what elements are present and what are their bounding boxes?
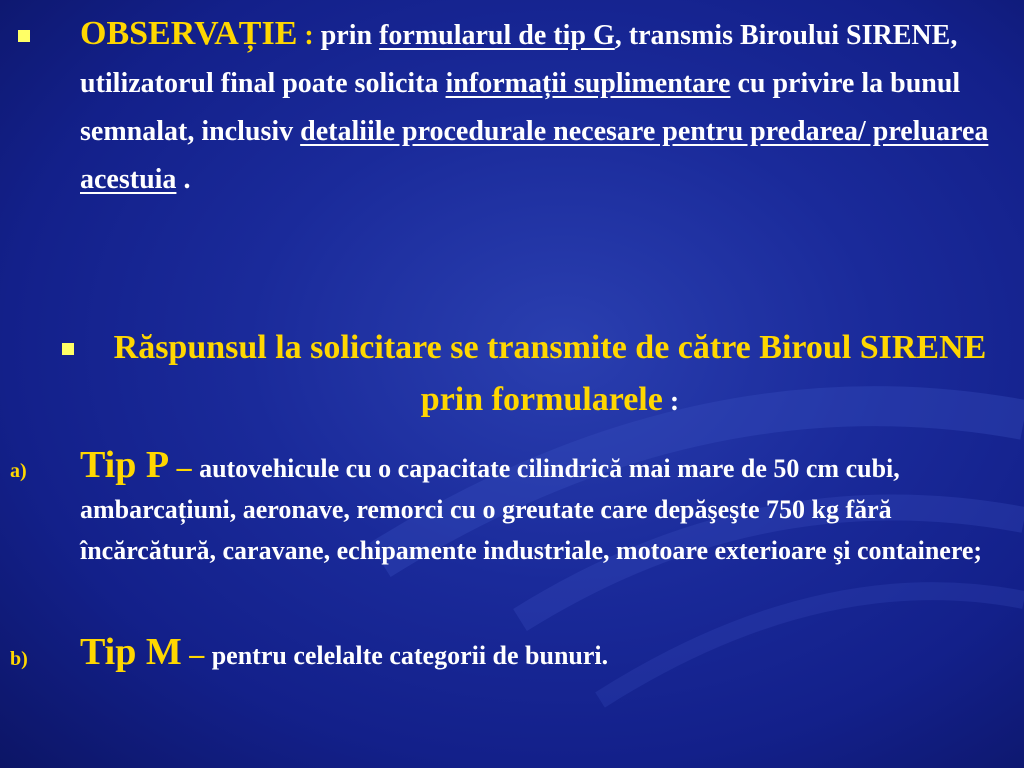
observation-label: OBSERVAȚIE: [80, 15, 298, 52]
observation-text-4: .: [176, 164, 191, 195]
list-marker-b: b): [10, 648, 28, 670]
observation-text-1: prin: [313, 20, 380, 51]
list-item-tip-p: [80, 445, 1000, 571]
observation-text-2: , transmis Biroului SIRENE, utilizatorul final poate solicita: [80, 20, 958, 99]
tip-m-label: Tip M: [80, 631, 182, 673]
observation-colon: :: [297, 20, 314, 51]
tip-p-dash: –: [169, 451, 200, 484]
list-item-tip-m: [80, 632, 1000, 676]
list-marker-a: a): [10, 460, 27, 482]
bullet-square-icon: [18, 30, 30, 42]
procedural-details-link[interactable]: detaliile procedurale necesare pentru predarea/ preluarea acestuia: [80, 116, 989, 195]
additional-info-link[interactable]: informații suplimentare: [445, 68, 731, 99]
tip-m-description: pentru celelalte categorii de bunuri.: [211, 641, 609, 670]
tip-p-label: Tip P: [80, 444, 170, 486]
form-g-link[interactable]: formularul de tip G: [379, 20, 615, 51]
response-paragraph: [100, 322, 1000, 428]
observation-text-3: cu privire la bunul semnalat, inclusiv: [80, 68, 961, 147]
tip-m-dash: –: [181, 638, 212, 671]
bullet-square-icon: [62, 343, 74, 355]
observation-paragraph: [80, 10, 1000, 204]
response-text: Răspunsul la solicitare se transmite de către Biroul SIRENE prin formularele: [113, 329, 987, 418]
tip-p-description: autovehicule cu o capacitate cilindrică mai mare de 50 cm cubi, ambarcațiuni, aeronave, remorci cu o greutate care depăşeşte 750 kg fără încărcătură, caravane, echipamente industriale, motoare exterioare şi containere;: [80, 454, 983, 565]
response-colon: :: [662, 386, 680, 417]
